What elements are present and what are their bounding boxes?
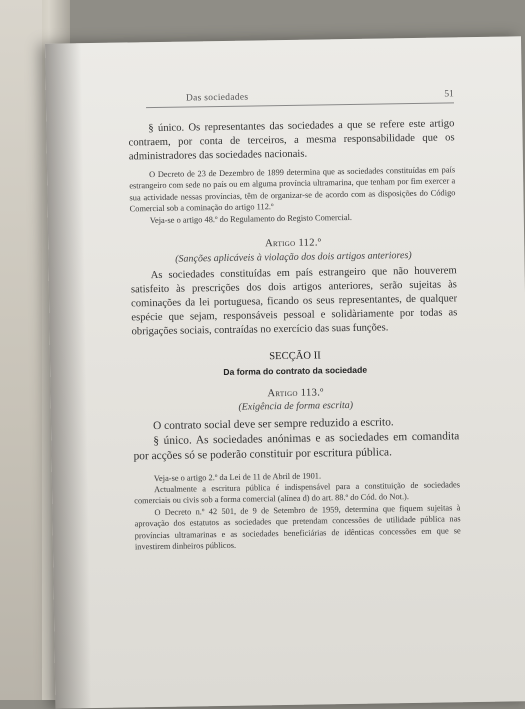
- running-header: [146, 89, 454, 108]
- page-number: 51: [444, 89, 454, 100]
- paragraph-unico-111: § único. Os representantes das sociedades a que se refere este artigo contraem, por conta de terceiros, a mesma responsabilidade que os administradores das sociedades nacionais.: [128, 118, 455, 163]
- article-113-paragraph-unico: § único. As sociedades anónimas e as sociedades em comandita por acções só se poderão constituir por escritura pública.: [133, 430, 460, 463]
- book-page: [45, 36, 525, 708]
- article-112-subtitle: (Sanções aplicáveis à violação dos dois artigos anteriores): [175, 250, 412, 265]
- article-113-subtitle: (Exigência de forma escrita): [238, 399, 354, 413]
- article-113-heading-text: Artigo 113.º: [267, 387, 324, 400]
- section-heading: SECÇÃO II: [269, 350, 321, 363]
- article-112-text: As sociedades constituídas em país estrangeiro que não houverem satisfeito às prescrições dos dois artigos anteriores, serão sujeitas às cominações da lei portuguesa, ficando os seus representantes, de qualquer espécie que sejam, responsáveis pessoal e solidàriamente por todas as obrigações sociais, contraídas no exercício das suas funções.: [130, 265, 458, 338]
- running-header-title: Das sociedades: [185, 92, 249, 104]
- article-112-heading: [130, 235, 456, 251]
- page-content: [128, 89, 461, 553]
- section-title: Da forma do contrato da sociedade: [223, 364, 368, 378]
- article-112-heading-text: Artigo 112.º: [264, 237, 322, 250]
- note-decreto-1899: O Decreto de 23 de Dezembro de 1899 determina que as sociedades constituídas em país estrangeiro com sede no país ou em alguma província ultramarina, que tenham por fim exercer a sua actividade nessas províncias, têm de organizar-se de acordo com as disposições do Código Comercial sob a cominação do artigo 112.º: [129, 165, 456, 214]
- article-113-text: O contrato social deve ser sempre reduzido a escrito.: [152, 416, 394, 433]
- note-lei-1901: Veja-se o artigo 2.º da Lei de 11 de Abril de 1901.: [153, 471, 322, 483]
- note-decreto-42501: O Decreto n.º 42 501, de 9 de Setembro de 1959, determina que fiquem sujeitas à aprovação dos estatutos as sociedades que pretendam concessões de utilidade pública nas províncias ultramarinas e as sociedades beneficiárias de idênticas concessões em que se investirem dinheiros públicos.: [134, 503, 461, 552]
- note-escritura-publica: Actualmente a escritura pública é indispensável para a constituição de sociedades comerciais ou civis sob a forma comercial (alínea d) do art. 88.º do Cód. do Not.).: [134, 480, 461, 506]
- previous-page-edge: [0, 0, 42, 700]
- note-registo-comercial: Veja-se o artigo 48.º do Regulamento do Registo Comercial.: [149, 212, 353, 225]
